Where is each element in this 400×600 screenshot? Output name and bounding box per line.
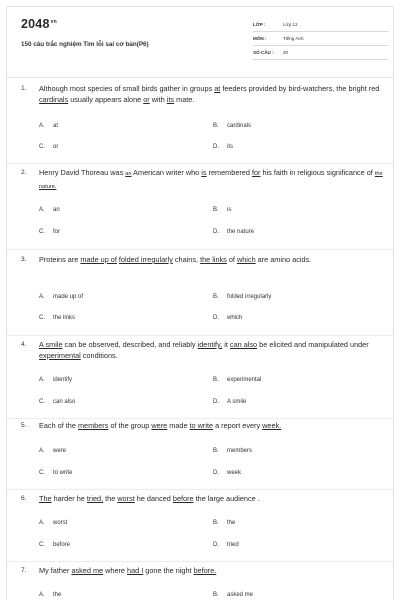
option-a[interactable]: A. were [39,448,67,454]
underlined-word: before [172,494,194,503]
question-separator [7,489,393,490]
site-logo[interactable] [21,17,57,31]
option-label: worst [53,520,68,526]
text-seg: My father [39,566,72,575]
option-label: an [53,207,60,213]
option-d[interactable]: D. its [213,144,233,150]
underlined-word: worst [117,494,135,503]
text-seg: where [103,566,128,575]
option-label: members [227,448,253,454]
meta-row-class [253,19,389,32]
option-c[interactable]: C. can also [39,399,76,405]
option-label: tried [227,542,239,548]
logo-text: 2048 [21,17,50,31]
option-label: folded irregularly [227,294,272,300]
text-seg: the large audience . [193,494,260,503]
option-label: cardinals [227,123,252,129]
underlined-word: week. [262,421,282,430]
question-text [39,420,385,431]
option-b[interactable]: B. members [213,448,253,454]
option-label: is [227,207,232,213]
question-text [39,83,385,105]
text-seg: Proteins are [39,255,81,264]
option-d[interactable]: D. which [213,315,243,321]
option-label: A smile [227,399,247,405]
option-c[interactable]: C. for [39,229,61,235]
option-label: identify [53,377,73,383]
text-seg: the [103,494,118,503]
underlined-word: for [251,168,261,177]
option-a[interactable]: A. an [39,207,60,213]
option-label: the [53,592,62,598]
option-label: or [53,144,59,150]
question-number: 6. [21,495,27,502]
question-text [39,565,385,576]
underlined-word: tried, [86,494,104,503]
underlined-word: members [77,421,109,430]
text-seg: conditions. [80,351,118,360]
option-label: before [53,542,71,548]
option-label: the [227,520,236,526]
option-c[interactable]: C. or [39,144,59,150]
text-seg: it [222,340,230,349]
option-a[interactable]: A. at [39,123,59,129]
underlined-word: can also [229,340,258,349]
option-label: for [53,229,61,235]
option-label: to write [53,470,73,476]
option-b[interactable]: B. folded irregularly [213,294,272,300]
question-text [39,167,385,193]
underlined-word: cardinals [39,95,69,104]
question-text [39,339,385,361]
option-label: at [53,123,59,129]
meta-value: Lớp 12 [283,22,298,27]
option-b[interactable]: B. cardinals [213,123,252,129]
meta-table [253,19,389,61]
question-number: 7. [21,567,27,574]
underlined-word: had I [127,566,144,575]
option-label: asked me [227,592,254,598]
meta-key: SỐ CÂU : [253,50,274,55]
question-number: 4. [21,341,27,348]
option-c[interactable]: C. to write [39,470,73,476]
option-label: its [227,144,233,150]
option-b[interactable]: B. experimental [213,377,262,383]
question-separator [7,418,393,419]
text-seg: remembered [206,168,252,177]
text-seg: gone the night [143,566,194,575]
option-label: experimental [227,377,262,383]
question-number: 1. [21,85,27,92]
option-label: the links [53,315,76,321]
underlined-word: the nature. [39,171,383,190]
underlined-word: experimental [39,351,81,360]
option-b[interactable]: B. the [213,520,236,526]
question-number: 5. [21,422,27,429]
option-d[interactable]: D. tried [213,542,239,548]
document-page [6,6,394,600]
option-a[interactable]: A. the [39,592,62,598]
option-b[interactable]: B. asked me [213,592,254,598]
question-number: 2. [21,169,27,176]
underlined-word: the links [200,255,227,264]
text-seg: Each of the [39,421,78,430]
option-d[interactable]: D. the nature [213,229,255,235]
underlined-word: folded irregularly [118,255,173,264]
meta-row-count [253,47,389,60]
option-c[interactable]: C. before [39,542,71,548]
text-seg: mate. [174,95,195,104]
question-separator [7,561,393,562]
underlined-word: asked me [71,566,104,575]
text-seg: with [149,95,167,104]
text-seg: can be observed, described, and reliably [62,340,198,349]
underlined-word: at [214,84,221,93]
option-label: can also [53,399,76,405]
underlined-word: were [151,421,168,430]
option-a[interactable]: A. worst [39,520,68,526]
text-seg: of [226,255,237,264]
underlined-word: an [125,171,132,177]
meta-key: MÔN : [253,36,267,41]
text-seg: his faith in religious significance of [260,168,375,177]
underlined-word: identify, [197,340,223,349]
underlined-word: The [39,494,52,503]
text-seg: Although most species of small birds gather in groups [39,84,215,93]
option-c[interactable]: C. the links [39,315,76,321]
text-seg: made [167,421,190,430]
meta-row-subject [253,33,389,46]
question-number: 3. [21,256,27,263]
meta-value: 20 [283,50,289,55]
option-a[interactable]: A. identify [39,377,73,383]
document-title: 150 câu trắc nghiệm Tìm lỗi sai cơ bản(P6) [21,41,149,48]
question-separator [7,163,393,164]
underlined-word: made up of [80,255,117,264]
option-label: week [227,470,242,476]
option-d[interactable]: D. week [213,470,242,476]
underlined-word: A smile [39,340,63,349]
underlined-word: or [143,95,150,104]
text-seg: American writer who [131,168,202,177]
text-seg: are amino acids. [255,255,312,264]
text-seg: he danced [134,494,173,503]
text-seg: of the group [108,421,152,430]
text-seg: feeders provided by bird-watchers, the bright red [220,84,380,93]
underlined-word: is [201,168,207,177]
meta-key: LỚP : [253,22,266,27]
header-divider [7,77,393,78]
underlined-word: to write [189,421,214,430]
option-d[interactable]: D. A smile [213,399,247,405]
option-label: were [53,448,67,454]
underlined-word: which [236,255,256,264]
question-text [39,493,385,504]
text-seg: a report every [213,421,263,430]
option-b[interactable]: B. is [213,207,232,213]
text-seg: harder he [51,494,87,503]
meta-value: Tiếng Anh [283,36,304,41]
option-label: made up of [53,294,84,300]
text-seg: usually appears alone [68,95,144,104]
option-a[interactable]: A. made up of [39,294,84,300]
header [7,7,393,79]
question-separator [7,335,393,336]
question-text [39,254,385,265]
logo-suffix: vn [50,18,57,25]
text-seg: Henry David Thoreau was [39,168,126,177]
text-seg: chains, [172,255,201,264]
underlined-word: before. [193,566,217,575]
underlined-word: its [166,95,175,104]
option-label: the nature [227,229,255,235]
text-seg: be elicited and manipulated under [257,340,369,349]
question-separator [7,249,393,250]
option-label: which [227,315,243,321]
